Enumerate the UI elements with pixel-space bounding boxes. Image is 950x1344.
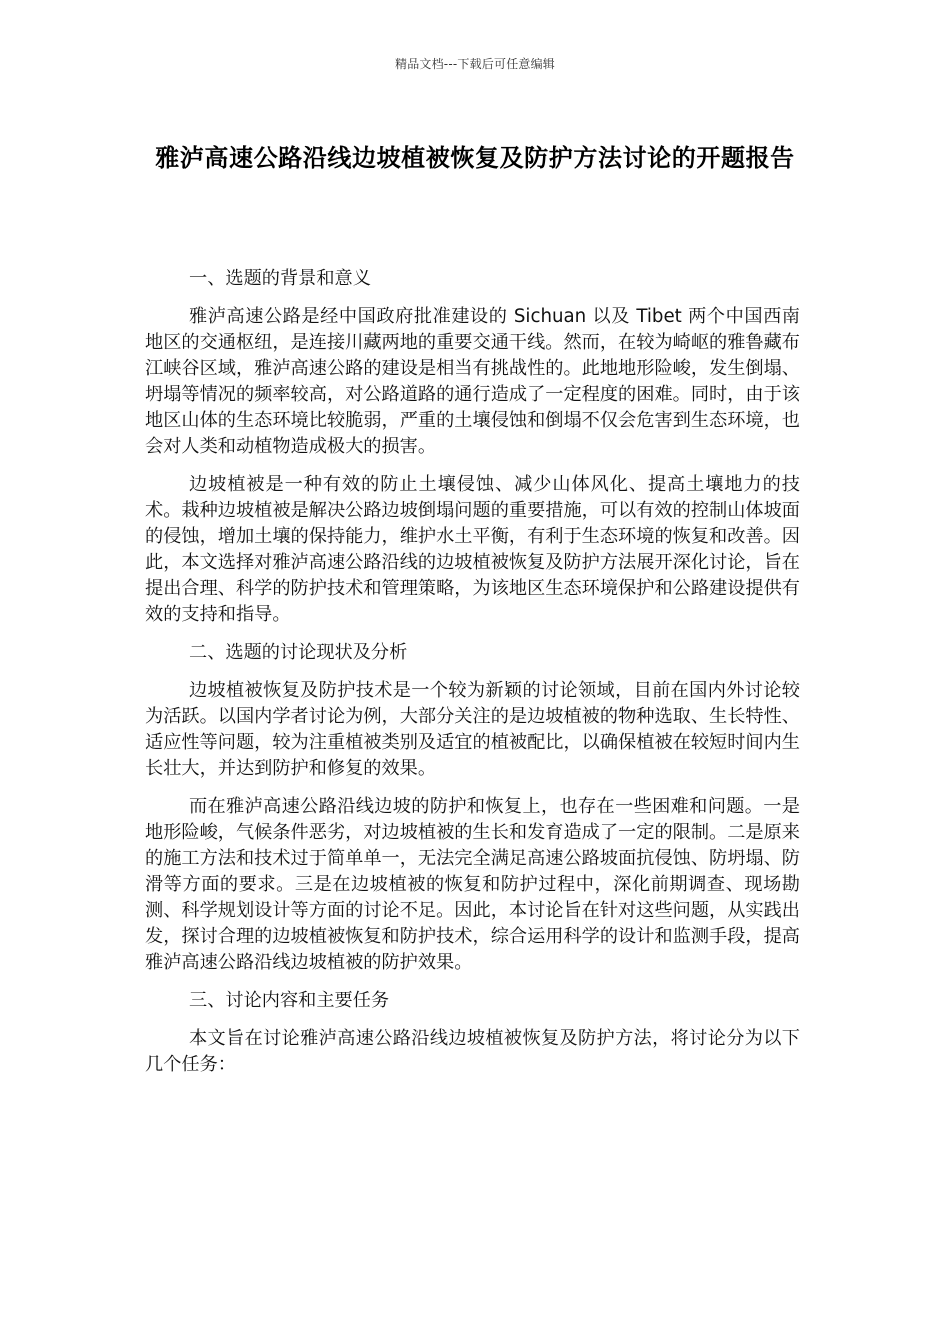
section-heading-research-status: 二、选题的讨论现状及分析 <box>189 642 408 663</box>
paragraph-research-status-2: 而在雅泸高速公路沿线边坡的防护和恢复上，也存在一些困难和问题。一是地形险峻，气候条件恶劣，对边坡植被的生长和发育造成了一定的限制。二是原来的施工方法和技术过于简单单一，无法完全满足高速公路坡面抗侵蚀、防坍塌、防滑等方面的要求。三是在边坡植被的恢复和防护过程中，深化前期调查、现场勘测、科学规划设计等方面的讨论不足。因此，本讨论旨在针对这些问题，从实践出发，探讨合理的边坡植被恢复和防护技术，综合运用科学的设计和监测手段，提高雅泸高速公路沿线边坡植被的防护效果。 <box>145 796 800 973</box>
header-note: 精品文档---下载后可任意编辑 <box>395 57 555 71</box>
paragraph-background-1: 雅泸高速公路是经中国政府批准建设的 Sichuan 以及 Tibet 两个中国西南地区的交通枢纽，是连接川藏两地的重要交通干线。然而，在较为崎岖的雅鲁藏布江峡谷区域，雅泸高速公路的建设是相当有挑战性的。此地地形险峻，发生倒塌、坍塌等情况的频率较高，对公路道路的通行造成了一定程度的困难。同时，由于该地区山体的生态环境比较脆弱，严重的土壤侵蚀和倒塌不仅会危害到生态环境，也会对人类和动植物造成极大的损害。 <box>145 306 800 457</box>
paragraph-tasks-1: 本文旨在讨论雅泸高速公路沿线边坡植被恢复及防护方法，将讨论分为以下几个任务： <box>145 1028 800 1075</box>
paragraph-background-2: 边坡植被是一种有效的防止土壤侵蚀、减少山体风化、提高土壤地力的技术。栽种边坡植被是解决公路边坡倒塌问题的重要措施，可以有效的控制山体坡面的侵蚀，增加土壤的保持能力，维护水土平衡，有利于生态环境的恢复和改善。因此，本文选择对雅泸高速公路沿线的边坡植被恢复及防护方法展开深化讨论，旨在提出合理、科学的防护技术和管理策略，为该地区生态环境保护和公路建设提供有效的支持和指导。 <box>145 474 800 625</box>
document-title: 雅泸高速公路沿线边坡植被恢复及防护方法讨论的开题报告 <box>155 144 795 172</box>
section-heading-background: 一、选题的背景和意义 <box>189 268 371 289</box>
paragraph-research-status-1: 边坡植被恢复及防护技术是一个较为新颖的讨论领域，目前在国内外讨论较为活跃。以国内学者讨论为例，大部分关注的是边坡植被的物种选取、生长特性、适应性等问题，较为注重植被类别及适宜的植被配比，以确保植被在较短时间内生长壮大，并达到防护和修复的效果。 <box>145 680 800 779</box>
section-heading-tasks: 三、讨论内容和主要任务 <box>189 990 390 1011</box>
document-body <box>145 266 800 1090</box>
